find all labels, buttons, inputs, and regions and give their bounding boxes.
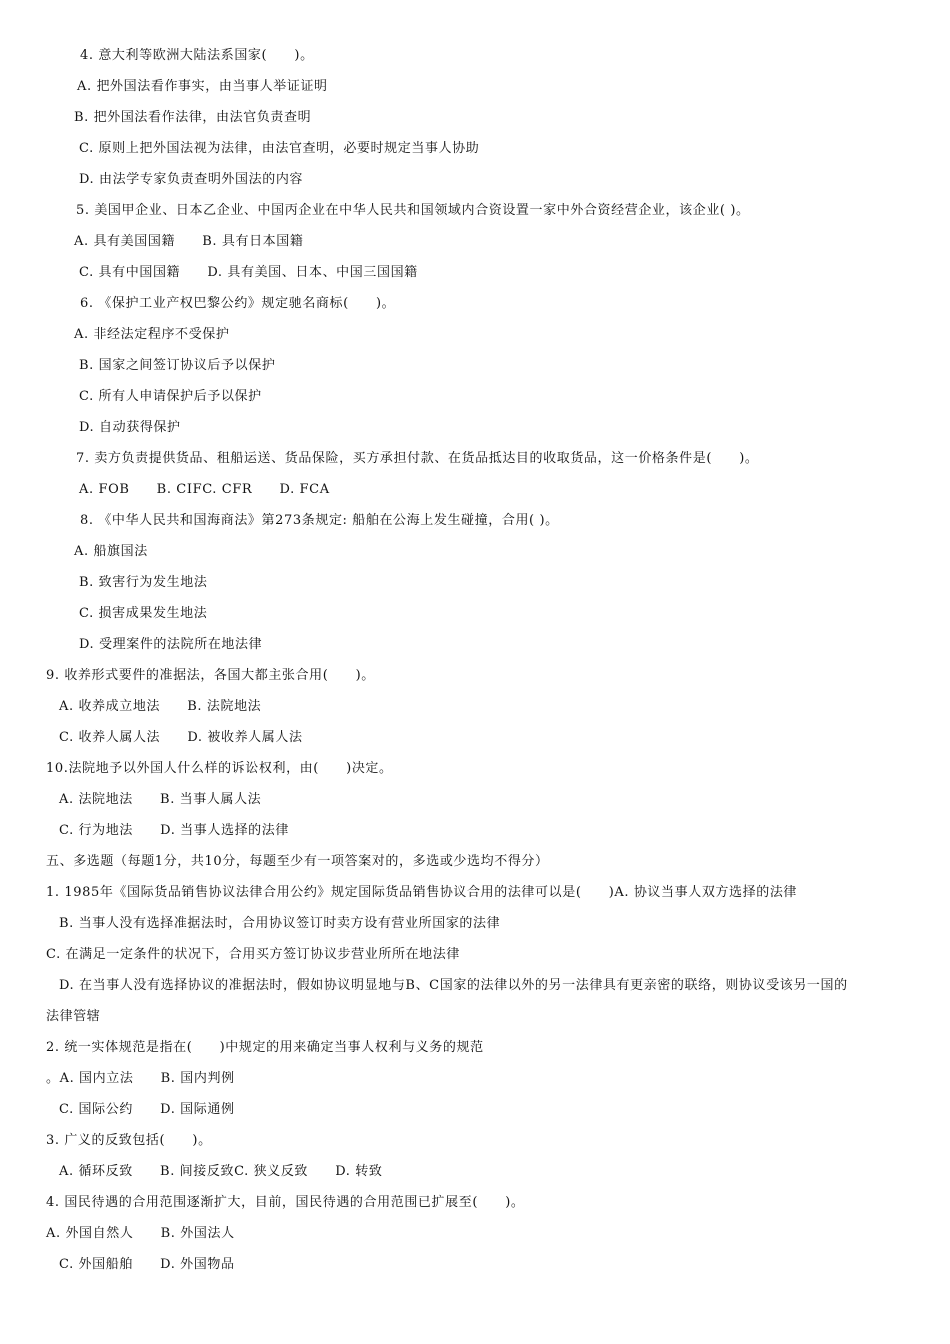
mc-question-4: 4. 国民待遇的合用范围逐渐扩大，目前，国民待遇的合用范围已扩展至( )。: [46, 1195, 525, 1210]
option-8b: B. 致害行为发生地法: [79, 575, 208, 590]
question-9: 9. 收养形式要件的准据法，各国大都主张合用( )。: [46, 668, 375, 683]
question-6: 6. 《保护工业产权巴黎公约》规定驰名商标( )。: [80, 296, 396, 311]
options-10cd: C. 行为地法 D. 当事人选择的法律: [59, 823, 289, 838]
options-5cd: C. 具有中国国籍 D. 具有美国、日本、中国三国国籍: [79, 265, 418, 280]
options-9cd: C. 收养人属人法 D. 被收养人属人法: [59, 730, 303, 745]
option-4d: D. 由法学专家负责查明外国法的内容: [79, 172, 304, 187]
option-4a: A. 把外国法看作事实，由当事人举证证明: [77, 79, 328, 94]
option-6b: B. 国家之间签订协议后予以保护: [79, 358, 276, 373]
option-6d: D. 自动获得保护: [79, 420, 181, 435]
mc-option-1c: C. 在满足一定条件的状况下，合用买方签订协议步营业所所在地法律: [46, 947, 460, 962]
question-8: 8. 《中华人民共和国海商法》第273条规定: 船舶在公海上发生碰撞，合用( )。: [80, 513, 559, 528]
mc-question-3: 3. 广义的反致包括( )。: [46, 1133, 212, 1148]
mc-option-1d-cont: 法律管辖: [46, 1009, 101, 1024]
option-6c: C. 所有人申请保护后予以保护: [79, 389, 262, 404]
mc-question-2: 2. 统一实体规范是指在( )中规定的用来确定当事人权利与义务的规范: [46, 1040, 484, 1055]
option-6a: A. 非经法定程序不受保护: [74, 327, 230, 342]
mc-option-1d: D. 在当事人没有选择协议的准据法时，假如协议明显地与B、C国家的法律以外的另一法律具有更亲密的联络，则协议受该另一国的: [59, 978, 848, 993]
option-8a: A. 船旗国法: [74, 544, 148, 559]
mc-question-1: 1. 1985年《国际货品销售协议法律合用公约》规定国际货品销售协议合用的法律可以是( )A. 协议当事人双方选择的法律: [46, 885, 798, 900]
question-5: 5. 美国甲企业、日本乙企业、中国丙企业在中华人民共和国领域内合资设置一家中外合资经营企业，该企业( )。: [76, 203, 750, 218]
mc-options-3: A. 循环反致 B. 间接反致C. 狭义反致 D. 转致: [59, 1164, 383, 1179]
mc-options-4ab: A. 外国自然人 B. 外国法人: [46, 1226, 235, 1241]
section-heading-multiple-choice: 五、多选题（每题1分，共10分，每题至少有一项答案对的，多选或少选均不得分）: [46, 854, 549, 869]
mc-options-2ab: 。A. 国内立法 B. 国内判例: [46, 1071, 235, 1086]
question-7: 7. 卖方负责提供货品、租船运送、货品保险，买方承担付款、在货品抵达目的收取货品，这一价格条件是( )。: [76, 451, 759, 466]
mc-option-1b: B. 当事人没有选择准据法时，合用协议签订时卖方设有营业所国家的法律: [59, 916, 501, 931]
question-4: 4. 意大利等欧洲大陆法系国家( )。: [80, 48, 314, 63]
question-10: 10.法院地予以外国人什么样的诉讼权利，由( )决定。: [46, 761, 393, 776]
mc-options-4cd: C. 外国船舶 D. 外国物品: [59, 1257, 235, 1272]
mc-options-2cd: C. 国际公约 D. 国际通例: [59, 1102, 235, 1117]
option-8d: D. 受理案件的法院所在地法律: [79, 637, 263, 652]
options-9ab: A. 收养成立地法 B. 法院地法: [59, 699, 262, 714]
option-8c: C. 损害成果发生地法: [79, 606, 208, 621]
option-4b: B. 把外国法看作法律，由法官负责查明: [74, 110, 312, 125]
options-7: A. FOB B. CIFC. CFR D. FCA: [79, 482, 330, 497]
options-10ab: A. 法院地法 B. 当事人属人法: [59, 792, 262, 807]
option-4c: C. 原则上把外国法视为法律，由法官查明，必要时规定当事人协助: [79, 141, 480, 156]
options-5ab: A. 具有美国国籍 B. 具有日本国籍: [74, 234, 304, 249]
